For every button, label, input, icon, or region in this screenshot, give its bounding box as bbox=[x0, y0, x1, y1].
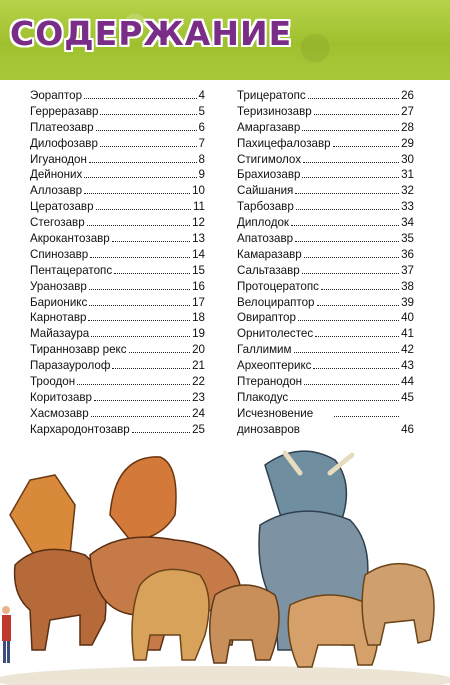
dot-leader bbox=[314, 104, 399, 115]
toc-entry-title: Теризинозавр bbox=[237, 104, 312, 118]
human-scale-figure bbox=[2, 606, 11, 663]
toc-entry bbox=[237, 326, 414, 342]
toc-entry bbox=[30, 310, 205, 326]
dot-leader bbox=[295, 231, 399, 242]
dot-leader bbox=[302, 167, 399, 178]
toc-entry-page: 41 bbox=[401, 327, 414, 341]
toc-entry bbox=[237, 247, 414, 263]
toc-entry bbox=[237, 390, 414, 406]
toc-entry bbox=[30, 422, 205, 438]
toc-entry-title: Дейноних bbox=[30, 168, 83, 182]
toc-entry-page: 37 bbox=[401, 263, 414, 277]
toc-entry-title: Камаразавр bbox=[237, 247, 302, 261]
toc-entry-title: Герреразавр bbox=[30, 104, 99, 118]
toc-entry-page: 7 bbox=[198, 136, 205, 150]
dot-leader bbox=[100, 136, 197, 147]
toc-entry-page: 32 bbox=[401, 184, 414, 198]
dot-leader bbox=[129, 342, 191, 353]
toc-entry-title: Коритозавр bbox=[30, 390, 92, 404]
toc-entry bbox=[30, 406, 205, 422]
toc-entry-title: Эораптор bbox=[30, 89, 83, 102]
toc-entry-page: 9 bbox=[198, 168, 205, 182]
toc-entry-page: 45 bbox=[401, 390, 414, 404]
toc-entry-title: Плакодус bbox=[237, 390, 289, 404]
toc-entry-title: Игуанодон bbox=[30, 152, 87, 166]
toc-entry-title: Пахицефалозавр bbox=[237, 136, 331, 150]
toc-entry-title: Барионикс bbox=[30, 295, 88, 309]
toc-entry-title: Стигимолох bbox=[237, 152, 302, 166]
toc-entry-page: 38 bbox=[401, 279, 414, 293]
toc-entry-page: 39 bbox=[401, 295, 414, 309]
toc-entry-title: Апатозавр bbox=[237, 232, 294, 246]
toc-entry bbox=[30, 231, 205, 247]
toc-entry bbox=[30, 183, 205, 199]
dot-leader bbox=[100, 104, 196, 115]
dot-leader bbox=[290, 390, 399, 401]
dot-leader bbox=[96, 199, 191, 210]
toc-entry-title: Трицератопс bbox=[237, 89, 306, 102]
toc-entry bbox=[30, 358, 205, 374]
toc-entry-page: 20 bbox=[192, 343, 205, 357]
dot-leader bbox=[296, 199, 399, 210]
toc-entry-page: 36 bbox=[401, 247, 414, 261]
toc-entry bbox=[30, 247, 205, 263]
dot-leader bbox=[294, 342, 400, 353]
dot-leader bbox=[321, 279, 399, 290]
dot-leader bbox=[77, 374, 190, 385]
toc-entry-title: Орнитолестес bbox=[237, 327, 314, 341]
dot-leader bbox=[84, 167, 196, 178]
toc-entry bbox=[237, 406, 414, 438]
toc-entry bbox=[237, 88, 414, 104]
toc-entry-page: 18 bbox=[192, 311, 205, 325]
toc-entry bbox=[30, 263, 205, 279]
header-banner bbox=[0, 0, 450, 80]
toc-entry-page: 29 bbox=[401, 136, 414, 150]
dot-leader bbox=[313, 358, 399, 369]
dot-leader bbox=[304, 374, 399, 385]
toc-entry-title: Исчезновение динозавров bbox=[237, 406, 314, 436]
toc-entry-page: 40 bbox=[401, 311, 414, 325]
toc-entry-page: 33 bbox=[401, 200, 414, 214]
toc-entry bbox=[30, 390, 205, 406]
toc-entry-page: 15 bbox=[192, 263, 205, 277]
toc-entry-page: 43 bbox=[401, 359, 414, 373]
dot-leader bbox=[112, 231, 190, 242]
toc-entry-title: Птеранодон bbox=[237, 375, 303, 389]
toc-entry-title: Уранозавр bbox=[30, 279, 87, 293]
toc-entry-page: 13 bbox=[192, 232, 205, 246]
toc-entry-title: Платеозавр bbox=[30, 120, 94, 134]
toc-entry bbox=[237, 279, 414, 295]
dot-leader bbox=[132, 422, 190, 433]
toc-entry-page: 14 bbox=[192, 247, 205, 261]
toc-entry-title: Кархародонтозавр bbox=[30, 422, 130, 436]
toc-entry-title: Стегозавр bbox=[30, 216, 85, 230]
dot-leader bbox=[87, 215, 190, 226]
toc-entry-title: Сальтазавр bbox=[237, 263, 300, 277]
toc-entry-page: 5 bbox=[198, 104, 205, 118]
dot-leader bbox=[114, 263, 190, 274]
toc-entry-title: Майазаура bbox=[30, 327, 90, 341]
toc-entry bbox=[237, 374, 414, 390]
toc-entry bbox=[237, 231, 414, 247]
toc-entry bbox=[237, 358, 414, 374]
toc-entry-page: 44 bbox=[401, 375, 414, 389]
toc-entry-page: 28 bbox=[401, 120, 414, 134]
toc-entry-title: Археоптерикс bbox=[237, 359, 312, 373]
toc-entry-page: 34 bbox=[401, 216, 414, 230]
toc-entry bbox=[30, 326, 205, 342]
dot-leader bbox=[317, 295, 400, 306]
toc-entry-title: Брахиозавр bbox=[237, 168, 301, 182]
dot-leader bbox=[112, 358, 190, 369]
dot-leader bbox=[308, 88, 399, 99]
toc-entry-page: 19 bbox=[192, 327, 205, 341]
dot-leader bbox=[304, 247, 399, 258]
toc-entry-title: Тираннозавр рекс bbox=[30, 343, 127, 357]
dot-leader bbox=[298, 310, 399, 321]
dot-leader bbox=[91, 406, 190, 417]
page-title: СОДЕРЖАНИЕ bbox=[10, 14, 293, 53]
toc-entry-page: 21 bbox=[192, 359, 205, 373]
toc-entry-title: Троодон bbox=[30, 375, 76, 389]
toc-entry-title: Сайшания bbox=[237, 184, 294, 198]
toc-entry-page: 30 bbox=[401, 152, 414, 166]
toc-entry-page: 22 bbox=[192, 375, 205, 389]
dot-leader bbox=[91, 326, 190, 337]
dot-leader bbox=[89, 152, 197, 163]
toc-entry-title: Галлимим bbox=[237, 343, 292, 357]
toc-entry-title: Акрокантозавр bbox=[30, 232, 110, 246]
toc-entry bbox=[30, 215, 205, 231]
dot-leader bbox=[295, 183, 399, 194]
toc-entry-title: Пентацератопс bbox=[30, 263, 113, 277]
toc-entry-page: 42 bbox=[401, 343, 414, 357]
dot-leader bbox=[89, 295, 190, 306]
toc-entry bbox=[237, 152, 414, 168]
toc-entry-page: 35 bbox=[401, 232, 414, 246]
toc-entry bbox=[30, 295, 205, 311]
toc-entry-title: Велоцираптор bbox=[237, 295, 315, 309]
toc-entry bbox=[237, 215, 414, 231]
ground-shadow bbox=[0, 666, 450, 685]
toc-entry-title: Паразауролоф bbox=[30, 359, 111, 373]
toc-entry bbox=[237, 263, 414, 279]
dot-leader bbox=[89, 279, 190, 290]
toc-entry-title: Спинозавр bbox=[30, 247, 89, 261]
toc-entry bbox=[30, 136, 205, 152]
dot-leader bbox=[334, 406, 399, 417]
dot-leader bbox=[315, 326, 399, 337]
toc-entry-page: 11 bbox=[192, 200, 205, 214]
toc-entry-page: 16 bbox=[192, 279, 205, 293]
toc-entry-page: 4 bbox=[198, 89, 205, 102]
toc-entry bbox=[237, 183, 414, 199]
toc-entry-page: 27 bbox=[401, 104, 414, 118]
dot-leader bbox=[94, 390, 190, 401]
toc-entry-page: 26 bbox=[401, 89, 414, 102]
dot-leader bbox=[90, 247, 190, 258]
toc-entry bbox=[30, 104, 205, 120]
toc-entry-page: 6 bbox=[198, 120, 205, 134]
toc-entry bbox=[30, 374, 205, 390]
toc-entry bbox=[30, 152, 205, 168]
dot-leader bbox=[291, 215, 399, 226]
toc-entry-title: Диплодок bbox=[237, 216, 289, 230]
toc-entry-page: 46 bbox=[401, 422, 414, 436]
toc-entry-page: 23 bbox=[192, 390, 205, 404]
toc-entry-title: Овираптор bbox=[237, 311, 296, 325]
toc-entry-title: Тарбозавр bbox=[237, 200, 294, 214]
toc-entry bbox=[237, 342, 414, 358]
toc-entry bbox=[237, 199, 414, 215]
toc-entry bbox=[30, 167, 205, 183]
toc-entry bbox=[237, 167, 414, 183]
dot-leader bbox=[302, 120, 399, 131]
dot-leader bbox=[302, 263, 399, 274]
toc-entry-page: 8 bbox=[198, 152, 205, 166]
toc-column-right bbox=[237, 88, 414, 438]
toc-entry-title: Хасмозавр bbox=[30, 406, 89, 420]
dot-leader bbox=[84, 88, 197, 99]
toc-entry-page: 24 bbox=[192, 406, 205, 420]
toc-entry bbox=[237, 104, 414, 120]
dot-leader bbox=[88, 310, 190, 321]
toc-entry-title: Протоцератопс bbox=[237, 279, 319, 293]
toc-entry bbox=[237, 120, 414, 136]
toc-entry-title: Карнотавр bbox=[30, 311, 87, 325]
dot-leader bbox=[333, 136, 400, 147]
toc-entry-page: 25 bbox=[192, 422, 205, 436]
toc-entry bbox=[30, 199, 205, 215]
toc-entry-title: Аллозавр bbox=[30, 184, 83, 198]
dot-leader bbox=[84, 183, 190, 194]
toc-entry bbox=[30, 120, 205, 136]
toc-entry bbox=[30, 342, 205, 358]
toc-entry-page: 12 bbox=[192, 216, 205, 230]
toc-column-left bbox=[30, 88, 205, 438]
toc-entry-page: 10 bbox=[192, 184, 205, 198]
dot-leader bbox=[96, 120, 197, 131]
dot-leader bbox=[303, 152, 399, 163]
toc-entry-title: Дилофозавр bbox=[30, 136, 98, 150]
toc-entry-page: 17 bbox=[192, 295, 205, 309]
toc-entry bbox=[30, 88, 205, 104]
toc-entry-title: Амаргазавр bbox=[237, 120, 301, 134]
toc-entry bbox=[237, 136, 414, 152]
dinosaur-illustration bbox=[0, 445, 450, 685]
toc-entry bbox=[237, 310, 414, 326]
toc-entry bbox=[237, 295, 414, 311]
toc-entry-title: Цератозавр bbox=[30, 200, 94, 214]
toc-entry-page: 31 bbox=[401, 168, 414, 182]
toc-entry bbox=[30, 279, 205, 295]
